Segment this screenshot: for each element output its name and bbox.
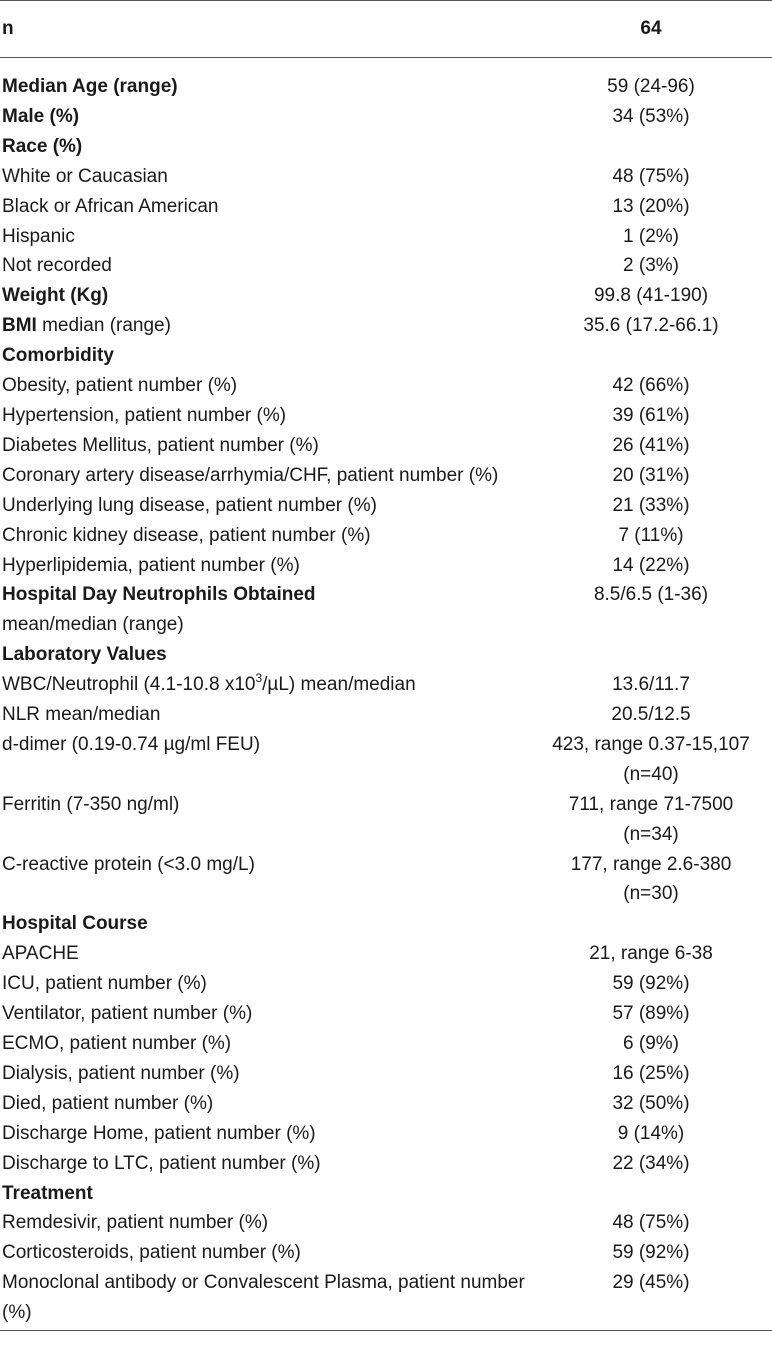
row-label-bold: Male (%) [2, 105, 80, 127]
table-row [0, 850, 772, 910]
row-label [0, 341, 530, 371]
row-value-text: 59 (24-96) [607, 76, 695, 97]
row-value-text: 39 (61%) [612, 404, 690, 426]
row-value [530, 341, 772, 371]
row-value [530, 1268, 772, 1330]
row-value-line2: (n=40) [623, 763, 679, 785]
row-label-text: Remdesivir, patient number (%) [2, 1212, 269, 1234]
row-value [530, 431, 772, 461]
row-label [0, 371, 530, 401]
header-value: 64 [530, 1, 772, 58]
table-row [0, 1149, 772, 1179]
row-value-text: 423, range 0.37-15,107 [552, 733, 750, 755]
row-value [530, 580, 772, 640]
row-value-text: 99.8 (41-190) [593, 285, 709, 307]
row-value [530, 222, 772, 252]
row-value-text: 21 (33%) [612, 494, 690, 516]
row-label [0, 640, 530, 670]
table-row [0, 551, 772, 581]
table-row [0, 132, 772, 162]
row-value-text: 8.5/6.5 (1-36) [593, 584, 709, 606]
row-label [0, 700, 530, 730]
row-value-text: 16 (25%) [612, 1062, 690, 1084]
row-value [530, 551, 772, 581]
row-label [0, 58, 530, 102]
row-label-text: Corticosteroids, patient number (%) [2, 1242, 301, 1264]
row-label-text: Ferritin (7-350 ng/ml) [2, 793, 180, 815]
row-value [530, 1089, 772, 1119]
table-row [0, 640, 772, 670]
table-row [0, 1238, 772, 1268]
table-body [0, 58, 772, 1331]
row-label-bold: Laboratory Values [2, 644, 167, 666]
row-value [530, 939, 772, 969]
row-label-text: APACHE [2, 943, 79, 965]
row-value [530, 1149, 772, 1179]
row-value [530, 132, 772, 162]
table-row [0, 1268, 772, 1330]
table-row [0, 341, 772, 371]
row-value [530, 1029, 772, 1059]
row-value [530, 790, 772, 850]
table-row [0, 1119, 772, 1149]
table-row [0, 1029, 772, 1059]
header-label: n [0, 1, 530, 58]
row-label [0, 551, 530, 581]
table-row [0, 969, 772, 999]
row-label-text: Dialysis, patient number (%) [2, 1062, 240, 1084]
row-value-text: 1 (2%) [623, 225, 679, 247]
row-value [530, 1059, 772, 1089]
row-label-text: Obesity, patient number (%) [2, 375, 238, 397]
row-label-text: Underlying lung disease, patient number (%) [2, 494, 377, 516]
row-value-text: 48 (75%) [612, 165, 690, 187]
row-value [530, 909, 772, 939]
row-value [530, 162, 772, 192]
row-value-text: 57 (89%) [612, 1003, 690, 1025]
row-value [530, 700, 772, 730]
table-row [0, 730, 772, 790]
row-label [0, 491, 530, 521]
row-label-text: Discharge Home, patient number (%) [2, 1122, 316, 1144]
row-value-text: 29 (45%) [612, 1272, 690, 1294]
row-value-text: 177, range 2.6-380 [570, 853, 732, 875]
row-value-text: 48 (75%) [612, 1212, 690, 1234]
row-label-text: Hispanic [2, 225, 75, 247]
row-value [530, 969, 772, 999]
row-label [0, 461, 530, 491]
row-label [0, 132, 530, 162]
row-label [0, 730, 530, 790]
row-label-text: ICU, patient number (%) [2, 973, 207, 995]
row-label [0, 670, 530, 700]
table-header-row [0, 1, 772, 58]
row-value-text: 59 (92%) [612, 973, 690, 995]
row-label-text: Not recorded [2, 255, 112, 277]
row-value [530, 192, 772, 222]
row-value-text: 7 (11%) [618, 524, 684, 546]
row-value [530, 311, 772, 341]
row-value [530, 670, 772, 700]
row-label [0, 1089, 530, 1119]
row-label [0, 1208, 530, 1238]
row-label [0, 1149, 530, 1179]
table-row [0, 431, 772, 461]
row-value [530, 371, 772, 401]
row-value-text: 20.5/12.5 [611, 704, 691, 726]
row-value-text: 6 (9%) [623, 1033, 679, 1054]
row-label [0, 431, 530, 461]
row-label [0, 909, 530, 939]
row-label [0, 1268, 530, 1330]
table-row [0, 461, 772, 491]
row-value-text: 2 (3%) [623, 255, 679, 277]
row-value [530, 640, 772, 670]
row-label-text: Discharge to LTC, patient number (%) [2, 1152, 321, 1174]
row-label [0, 1238, 530, 1268]
row-value-text: 14 (22%) [612, 554, 690, 576]
table-row [0, 1179, 772, 1209]
row-value [530, 850, 772, 910]
row-label-text: Chronic kidney disease, patient number (%) [2, 524, 371, 546]
row-label-bold: BMI [2, 315, 37, 337]
table-row [0, 700, 772, 730]
table-row [0, 909, 772, 939]
table-row [0, 1089, 772, 1119]
row-value [530, 401, 772, 431]
row-label [0, 939, 530, 969]
row-value-text: 59 (92%) [612, 1242, 690, 1264]
row-label [0, 999, 530, 1029]
table-row [0, 251, 772, 281]
row-label-bold: Hospital Day Neutrophils Obtained [2, 584, 316, 606]
row-label-text: median (range) [36, 315, 171, 337]
row-value [530, 251, 772, 281]
row-label [0, 102, 530, 132]
table-row [0, 1059, 772, 1089]
table-row [0, 670, 772, 700]
row-label [0, 401, 530, 431]
row-label-text: WBC/Neutrophil (4.1-10.8 x10 [2, 674, 256, 696]
row-label [0, 1179, 530, 1209]
row-label [0, 969, 530, 999]
row-value-line2: (n=34) [623, 823, 679, 845]
table-row [0, 580, 772, 640]
row-label-line2: mean/median (range) [2, 614, 184, 636]
row-value-text: 32 (50%) [612, 1092, 690, 1114]
row-label-bold: Median Age (range) [2, 76, 178, 97]
table-row [0, 311, 772, 341]
table-row [0, 521, 772, 551]
row-label [0, 580, 530, 640]
row-value [530, 461, 772, 491]
row-label [0, 521, 530, 551]
row-label [0, 192, 530, 222]
row-label [0, 790, 530, 850]
row-label-bold: Race (%) [2, 135, 83, 157]
table-row [0, 939, 772, 969]
table-row [0, 371, 772, 401]
table-row [0, 1208, 772, 1238]
row-label-text: ECMO, patient number (%) [2, 1033, 232, 1054]
row-label-text: Diabetes Mellitus, patient number (%) [2, 434, 319, 456]
row-value [530, 730, 772, 790]
row-label-text: Monoclonal antibody or Convalescent Plasma, patient number (%) [2, 1272, 525, 1324]
row-value-text: 21, range 6-38 [589, 943, 713, 965]
row-label-text: Black or African American [2, 195, 219, 217]
row-value-text: 9 (14%) [617, 1122, 685, 1144]
row-label [0, 1059, 530, 1089]
row-label-text: Hypertension, patient number (%) [2, 404, 287, 426]
row-label-text: d-dimer (0.19-0.74 µg/ml FEU) [2, 733, 261, 755]
row-value [530, 491, 772, 521]
row-label [0, 162, 530, 192]
row-value [530, 999, 772, 1029]
row-label [0, 222, 530, 252]
row-label [0, 311, 530, 341]
row-value-text: 34 (53%) [612, 105, 690, 127]
row-label-text: Coronary artery disease/arrhymia/CHF, patient number (%) [2, 464, 499, 486]
table-row [0, 491, 772, 521]
row-value [530, 1179, 772, 1209]
row-value-text: 13 (20%) [612, 195, 690, 217]
row-value-text: 26 (41%) [612, 434, 690, 456]
row-label [0, 281, 530, 311]
row-label-bold: Weight (Kg) [2, 285, 109, 307]
table-row [0, 222, 772, 252]
row-label-bold: Hospital Course [2, 913, 148, 935]
row-value-text: 22 (34%) [612, 1152, 690, 1174]
row-label-superscript: 3 [255, 670, 263, 685]
table-row [0, 401, 772, 431]
row-label-bold: Treatment [2, 1182, 93, 1204]
table-row [0, 790, 772, 850]
row-label [0, 251, 530, 281]
row-label [0, 1029, 530, 1059]
table-row [0, 999, 772, 1029]
table-row [0, 162, 772, 192]
row-label [0, 850, 530, 910]
row-label-tail: /µL) mean/median [262, 674, 416, 696]
row-value-text: 35.6 (17.2-66.1) [583, 315, 719, 337]
row-value [530, 1208, 772, 1238]
row-value [530, 58, 772, 102]
row-value-text: 711, range 71-7500 [568, 793, 734, 815]
table-row [0, 102, 772, 132]
row-value [530, 521, 772, 551]
row-label-text: C-reactive protein (<3.0 mg/L) [2, 853, 255, 875]
row-label-bold: Comorbidity [2, 345, 114, 367]
row-value-text: 20 (31%) [612, 464, 690, 486]
row-label-text: White or Caucasian [2, 165, 168, 187]
row-value [530, 1119, 772, 1149]
row-label-text: Hyperlipidemia, patient number (%) [2, 554, 300, 576]
table-row [0, 58, 772, 102]
table-row [0, 192, 772, 222]
table-row [0, 281, 772, 311]
row-label-text: NLR mean/median [2, 704, 161, 726]
row-value [530, 1238, 772, 1268]
row-value [530, 281, 772, 311]
row-label [0, 1119, 530, 1149]
row-value-text: 42 (66%) [612, 375, 690, 397]
row-value-line2: (n=30) [623, 883, 679, 905]
row-value [530, 102, 772, 132]
row-value-text: 13.6/11.7 [612, 674, 690, 696]
row-label-text: Ventilator, patient number (%) [2, 1003, 253, 1025]
row-label-text: Died, patient number (%) [2, 1092, 214, 1114]
